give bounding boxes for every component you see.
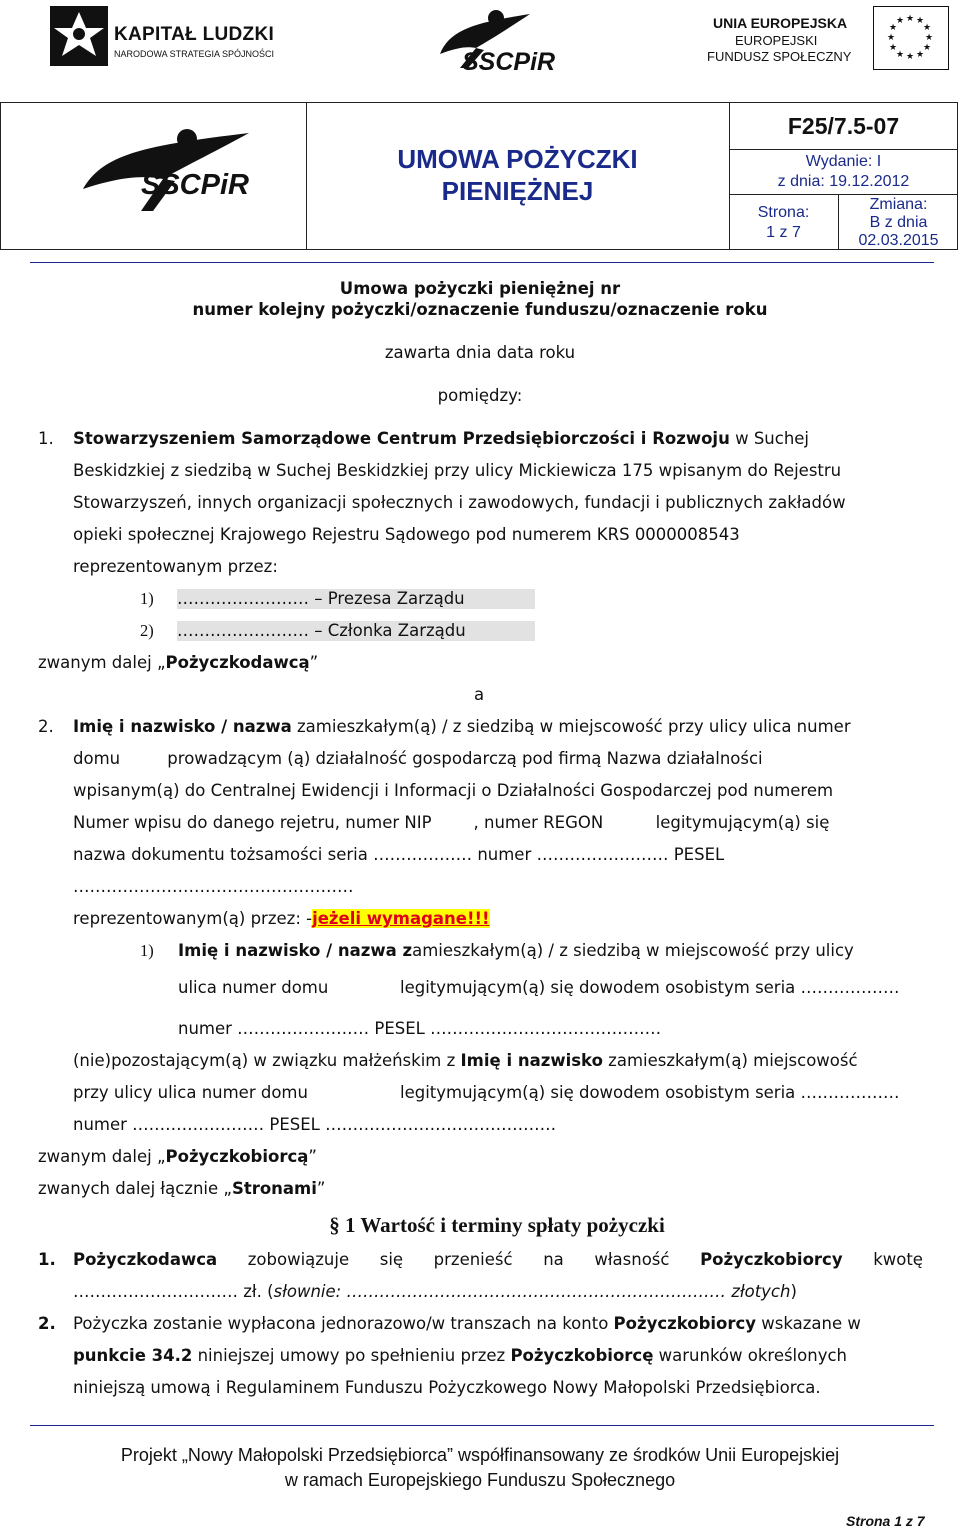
spouse-numbers: numer …………………… PESEL …………………………………… bbox=[73, 1115, 557, 1134]
party2-line3: wpisanym(ą) do Centralnej Ewidencji i Informacji o Działalności Gospodarczej pod numerem bbox=[73, 781, 834, 800]
svg-text:★: ★ bbox=[922, 23, 932, 33]
between-label: pomiędzy: bbox=[437, 386, 523, 405]
ue-line3: FUNDUSZ SPOŁECZNY bbox=[707, 49, 852, 64]
footer-divider bbox=[30, 1425, 934, 1426]
party1-line4: opieki społecznej Krajowego Rejestru Sądowego pod numerem KRS 0000008543 bbox=[73, 525, 740, 544]
contract-date: zawarta dnia data roku bbox=[384, 343, 576, 362]
page-value: 1 z 7 bbox=[766, 224, 801, 241]
parties-definition: zwanych dalej łącznie „Stronami” bbox=[38, 1179, 326, 1198]
svg-text:★: ★ bbox=[915, 50, 925, 60]
revision-value: B z dnia bbox=[869, 214, 928, 231]
party2-line4: Numer wpisu do danego rejetru, numer NIP , numer REGON legitymującym(ą) się bbox=[73, 813, 830, 832]
kapital-ludzki-title: KAPITAŁ LUDZKI bbox=[114, 24, 275, 45]
svg-text:★: ★ bbox=[895, 50, 905, 60]
rep2-line: …………………… – Członka Zarządu bbox=[177, 621, 535, 641]
svg-text:★: ★ bbox=[888, 43, 898, 53]
party1-number: 1. bbox=[38, 429, 54, 448]
document-code: F25/7.5-07 bbox=[729, 103, 958, 150]
svg-text:★: ★ bbox=[922, 43, 932, 53]
sub1-line2b: legitymującym(ą) się dowodem osobistym seria ……………… bbox=[400, 978, 900, 997]
spouse-id: legitymującym(ą) się dowodem osobistym seria ……………… bbox=[400, 1083, 900, 1102]
item2-line1: Pożyczka zostanie wypłacona jednorazowo/w transzach na konto Pożyczkobiorcy wskazane w bbox=[73, 1314, 861, 1333]
contract-title-2: numer kolejny pożyczki/oznaczenie funduszu/oznaczenie roku bbox=[192, 300, 768, 319]
party2-line1: Imię i nazwisko / nazwa zamieszkałym(ą) / z siedzibą w miejscowość przy ulicy ulica numer bbox=[73, 717, 851, 736]
lender-definition: zwanym dalej „Pożyczkodawcą” bbox=[38, 653, 319, 672]
borrower-definition: zwanym dalej „Pożyczkobiorcą” bbox=[38, 1147, 317, 1166]
rep1-line: …………………… – Prezesa Zarządu bbox=[177, 589, 535, 609]
page-label: Strona: bbox=[757, 204, 810, 221]
party2-number: 2. bbox=[38, 717, 54, 736]
revision-date: 02.03.2015 bbox=[858, 232, 939, 249]
edition-date: z dnia: 19.12.2012 bbox=[777, 173, 910, 190]
item2-number: 2. bbox=[38, 1314, 56, 1333]
svg-text:★: ★ bbox=[924, 33, 934, 43]
party2-line5: nazwa dokumentu tożsamości seria ……………… numer …………………… PESEL bbox=[73, 845, 725, 864]
footer-line2: w ramach Europejskiego Funduszu Społecznego bbox=[284, 1470, 676, 1490]
item2-line2: punkcie 34.2 niniejszej umowy po spełnieniu przez Pożyczkobiorcę warunków określonych bbox=[73, 1346, 847, 1365]
item1-number: 1. bbox=[38, 1250, 56, 1269]
party1-line3: Stowarzyszeń, innych organizacji społecznych i zawodowych, fundacji i publicznych zakładów bbox=[73, 493, 846, 512]
and-label: a bbox=[474, 685, 485, 704]
footer-line1: Projekt „Nowy Małopolski Przedsiębiorca” współfinansowany ze środków Unii Europejskiej bbox=[120, 1445, 840, 1465]
svg-text:★: ★ bbox=[905, 14, 915, 24]
sscpir-logo-top-text: SSCPiR bbox=[462, 48, 556, 76]
svg-text:★: ★ bbox=[886, 33, 896, 43]
edition-label: Wydanie: I bbox=[805, 153, 882, 170]
sub1-line1: Imię i nazwisko / nazwa zamieszkałym(ą) / z siedzibą w miejscowość przy ulicy bbox=[178, 941, 854, 960]
rep2-number: 2) bbox=[140, 621, 154, 640]
party1-name: Stowarzyszeniem Samorządowe Centrum Przedsiębiorczości i Rozwoju bbox=[73, 429, 730, 448]
spouse-address: przy ulicy ulica numer domu bbox=[73, 1083, 308, 1102]
document-title-line1: UMOWA POŻYCZKI bbox=[397, 144, 638, 174]
sub1-number: 1) bbox=[140, 941, 154, 960]
svg-text:★: ★ bbox=[915, 16, 925, 26]
party1-line1: Stowarzyszeniem Samorządowe Centrum Przedsiębiorczości i Rozwoju w Suchej bbox=[73, 429, 810, 448]
section-heading: § 1 Wartość i terminy spłaty pożyczki bbox=[329, 1213, 665, 1237]
party1-line5: reprezentowanym przez: bbox=[73, 557, 278, 576]
footer-page-number: Strona 1 z 7 bbox=[846, 1513, 925, 1529]
ue-line1: UNIA EUROPEJSKA bbox=[713, 15, 848, 31]
party2-line2: domu prowadzącym (ą) działalność gospodarczą pod firmą Nazwa działalności bbox=[73, 749, 763, 768]
sub1-line2a: ulica numer domu bbox=[178, 978, 329, 997]
contract-title-1: Umowa pożyczki pieniężnej nr bbox=[339, 279, 621, 298]
party2-represented-by: reprezentowanym(ą) przez: -jeżeli wymagane!!! bbox=[73, 909, 490, 928]
ue-line2: EUROPEJSKI bbox=[735, 33, 818, 48]
svg-text:★: ★ bbox=[888, 23, 898, 33]
rep1-number: 1) bbox=[140, 589, 154, 608]
marital-line: (nie)pozostającym(ą) w związku małżeńskim z Imię i nazwisko zamieszkałym(ą) miejscowość bbox=[73, 1051, 858, 1070]
revision-label: Zmiana: bbox=[869, 196, 928, 213]
document-title-line2: PIENIĘŻNEJ bbox=[441, 176, 594, 206]
if-required-highlight: jeżeli wymagane!!! bbox=[312, 909, 490, 928]
party2-line6: …………………………………………… bbox=[73, 877, 354, 896]
svg-text:★: ★ bbox=[905, 52, 915, 62]
item1-line1: Pożyczkodawca zobowiązuje się przenieść na własność Pożyczkobiorcy kwotę bbox=[73, 1250, 923, 1269]
item1-line2: ………………………… zł. (słownie: …………………………………………………………… złotych) bbox=[73, 1282, 797, 1301]
party1-line2: Beskidzkiej z siedzibą w Suchej Beskidzkiej przy ulicy Mickiewicza 175 wpisanym do Rejestru bbox=[73, 461, 842, 480]
svg-text:★: ★ bbox=[895, 16, 905, 26]
kapital-ludzki-subtitle: NARODOWA STRATEGIA SPÓJNOŚCI bbox=[114, 49, 275, 59]
item2-line3: niniejszą umową i Regulaminem Funduszu Pożyczkowego Nowy Małopolski Przedsiębiorca. bbox=[73, 1378, 821, 1397]
sub1-line3: numer …………………… PESEL …………………………………… bbox=[178, 1019, 662, 1038]
header-sscpir-text: SSCPiR bbox=[141, 169, 249, 201]
